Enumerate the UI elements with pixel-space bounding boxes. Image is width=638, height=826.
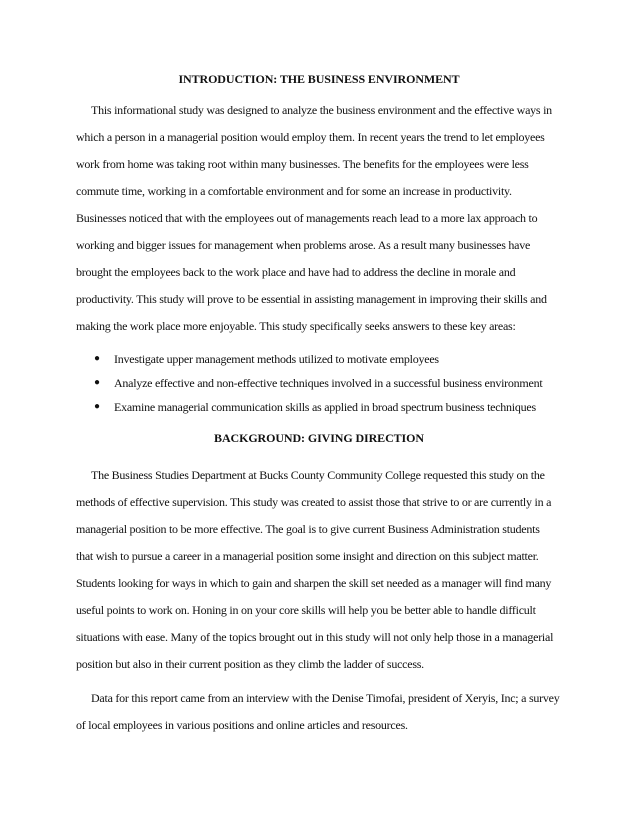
paragraph-line: brought the employees back to the work place and have had to address the decline in morale and bbox=[76, 265, 516, 279]
paragraph-line: work from home was taking root within many businesses. The benefits for the employees were less bbox=[76, 157, 529, 171]
bullet-item: Analyze effective and non-effective techniques involved in a successful business environment bbox=[114, 376, 543, 390]
paragraph-line: which a person in a managerial position would employ them. In recent years the trend to let employees bbox=[76, 130, 545, 144]
paragraph-line: managerial position to be more effective. The goal is to give current Business Administration students bbox=[76, 522, 540, 536]
paragraph-line: This informational study was designed to analyze the business environment and the effective ways in bbox=[91, 103, 552, 117]
paragraph-line: useful points to work on. Honing in on your core skills will help you be better able to handle difficult bbox=[76, 603, 536, 617]
paragraph-line: methods of effective supervision. This study was created to assist those that strive to or are currently in a bbox=[76, 495, 552, 509]
bullet-marker: ● bbox=[94, 377, 101, 388]
paragraph-line: of local employees in various positions and online articles and resources. bbox=[76, 718, 408, 732]
paragraph-line: Students looking for ways in which to gain and sharpen the skill set needed as a manager will find many bbox=[76, 576, 552, 590]
paragraph-line: Businesses noticed that with the employees out of managements reach lead to a more lax approach to bbox=[76, 211, 538, 225]
paragraph-line: productivity. This study will prove to be essential in assisting management in improving their skills and bbox=[76, 292, 547, 306]
paragraph-line: that wish to pursue a career in a managerial position some insight and direction on this subject matter. bbox=[76, 549, 539, 563]
paragraph-line: Data for this report came from an interview with the Denise Timofai, president of Xeryis, Inc; a survey bbox=[91, 691, 560, 705]
paragraph-line: commute time, working in a comfortable environment and for some an increase in productivity. bbox=[76, 184, 512, 198]
bullet-item: Investigate upper management methods utilized to motivate employees bbox=[114, 352, 439, 366]
bullet-item: Examine managerial communication skills as applied in broad spectrum business techniques bbox=[114, 400, 536, 414]
bullet-marker: ● bbox=[94, 401, 101, 412]
paragraph-line: situations with ease. Many of the topics brought out in this study will not only help those in a managerial bbox=[76, 630, 554, 644]
section-heading-background: BACKGROUND: GIVING DIRECTION bbox=[214, 431, 424, 445]
paragraph-line: making the work place more enjoyable. This study specifically seeks answers to these key areas: bbox=[76, 319, 516, 333]
paragraph-line: working and bigger issues for management when problems arose. As a result many businesses have bbox=[76, 238, 531, 252]
paragraph-line: The Business Studies Department at Bucks County Community College requested this study on the bbox=[91, 468, 545, 482]
paragraph-line: position but also in their current position as they climb the ladder of success. bbox=[76, 657, 424, 671]
bullet-marker: ● bbox=[94, 353, 101, 364]
section-heading-introduction: INTRODUCTION: THE BUSINESS ENVIRONMENT bbox=[178, 72, 460, 86]
